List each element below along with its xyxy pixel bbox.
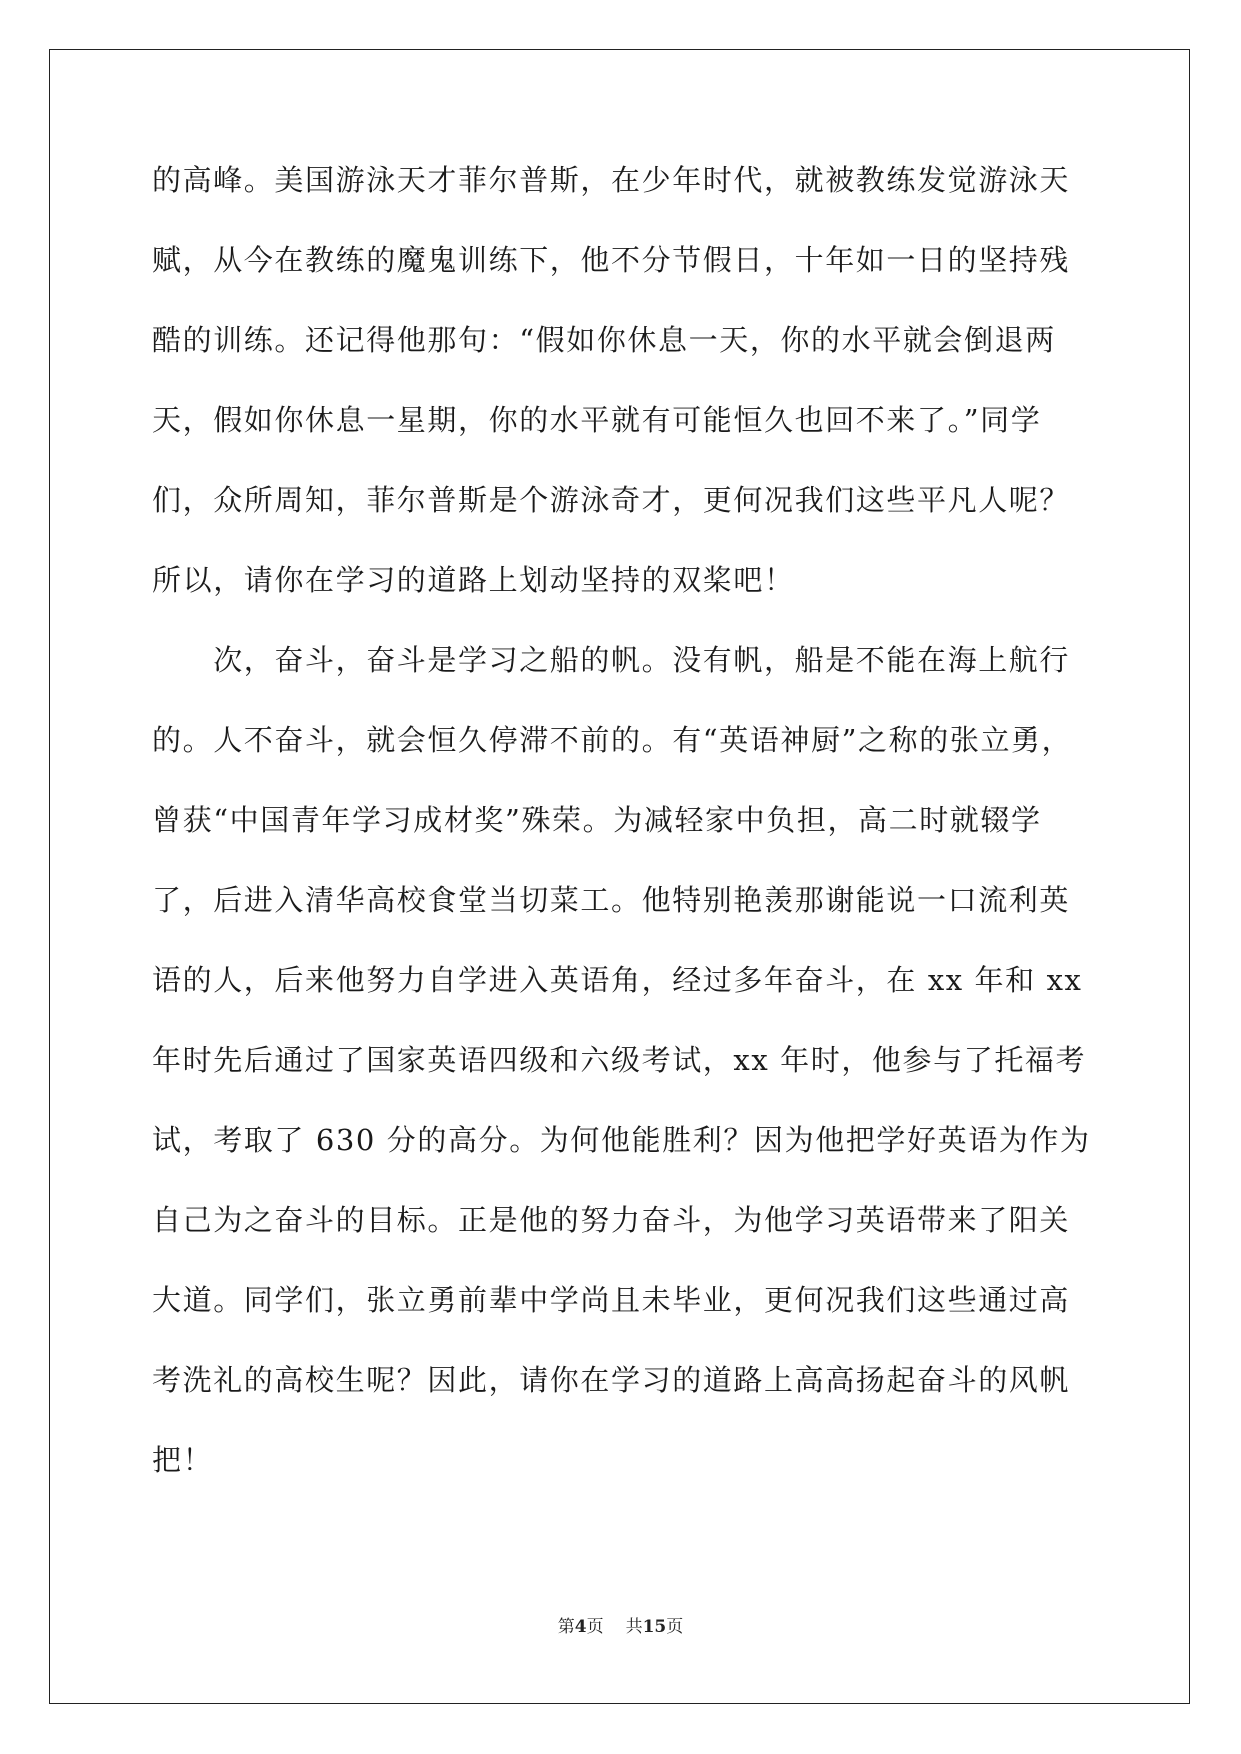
text-line: 的高峰。美国游泳天才菲尔普斯，在少年时代，就被教练发觉游泳天: [152, 163, 1071, 197]
text-line: 次，奋斗，奋斗是学习之船的帆。没有帆，船是不能在海上航行: [152, 643, 1071, 677]
text-line: 年时先后通过了国家英语四级和六级考试，xx 年时，他参与了托福考: [152, 1043, 1087, 1077]
paragraph-2: [152, 635, 1092, 1515]
text-line: 所以，请你在学习的道路上划动坚持的双桨吧！: [152, 563, 795, 597]
text-line: 赋，从今在教练的魔鬼训练下，他不分节假日，十年如一日的坚持残: [152, 243, 1071, 277]
text-line: 们，众所周知，菲尔普斯是个游泳奇才，更何况我们这些平凡人呢？: [152, 483, 1071, 517]
text-line: 把！: [152, 1443, 214, 1477]
page-prefix: 第: [557, 1617, 575, 1637]
total-prefix: 共: [625, 1617, 643, 1637]
total-suffix: 页: [666, 1617, 684, 1637]
text-line: 酷的训练。还记得他那句：“假如你休息一天，你的水平就会倒退两: [152, 323, 1056, 357]
text-line: 天，假如你休息一星期，你的水平就有可能恒久也回不来了。”同学: [152, 403, 1042, 437]
text-line: 语的人，后来他努力自学进入英语角，经过多年奋斗，在 xx 年和 xx: [152, 963, 1083, 997]
document-body: [152, 155, 1092, 1515]
page-footer: [0, 1612, 1241, 1637]
total-pages: 15: [642, 1617, 667, 1637]
text-line: 自己为之奋斗的目标。正是他的努力奋斗，为他学习英语带来了阳关: [152, 1203, 1071, 1237]
text-line: 曾获“中国青年学习成材奖”殊荣。为减轻家中负担，高二时就辍学: [152, 803, 1042, 837]
text-line: 大道。同学们，张立勇前辈中学尚且未毕业，更何况我们这些通过高: [152, 1283, 1071, 1317]
page-number: 4: [574, 1617, 587, 1637]
text-line: 了，后进入清华高校食堂当切菜工。他特别艳羡那谢能说一口流利英: [152, 883, 1071, 917]
text-line: 试，考取了 630 分的高分。为何他能胜利？因为他把学好英语为作为: [152, 1123, 1091, 1157]
text-line: 的。人不奋斗，就会恒久停滞不前的。有“英语神厨”之称的张立勇，: [152, 723, 1073, 757]
paragraph-1: [152, 155, 1092, 635]
text-line: 考洗礼的高校生呢？因此，请你在学习的道路上高高扬起奋斗的风帆: [152, 1363, 1071, 1397]
page-suffix: 页: [586, 1617, 604, 1637]
